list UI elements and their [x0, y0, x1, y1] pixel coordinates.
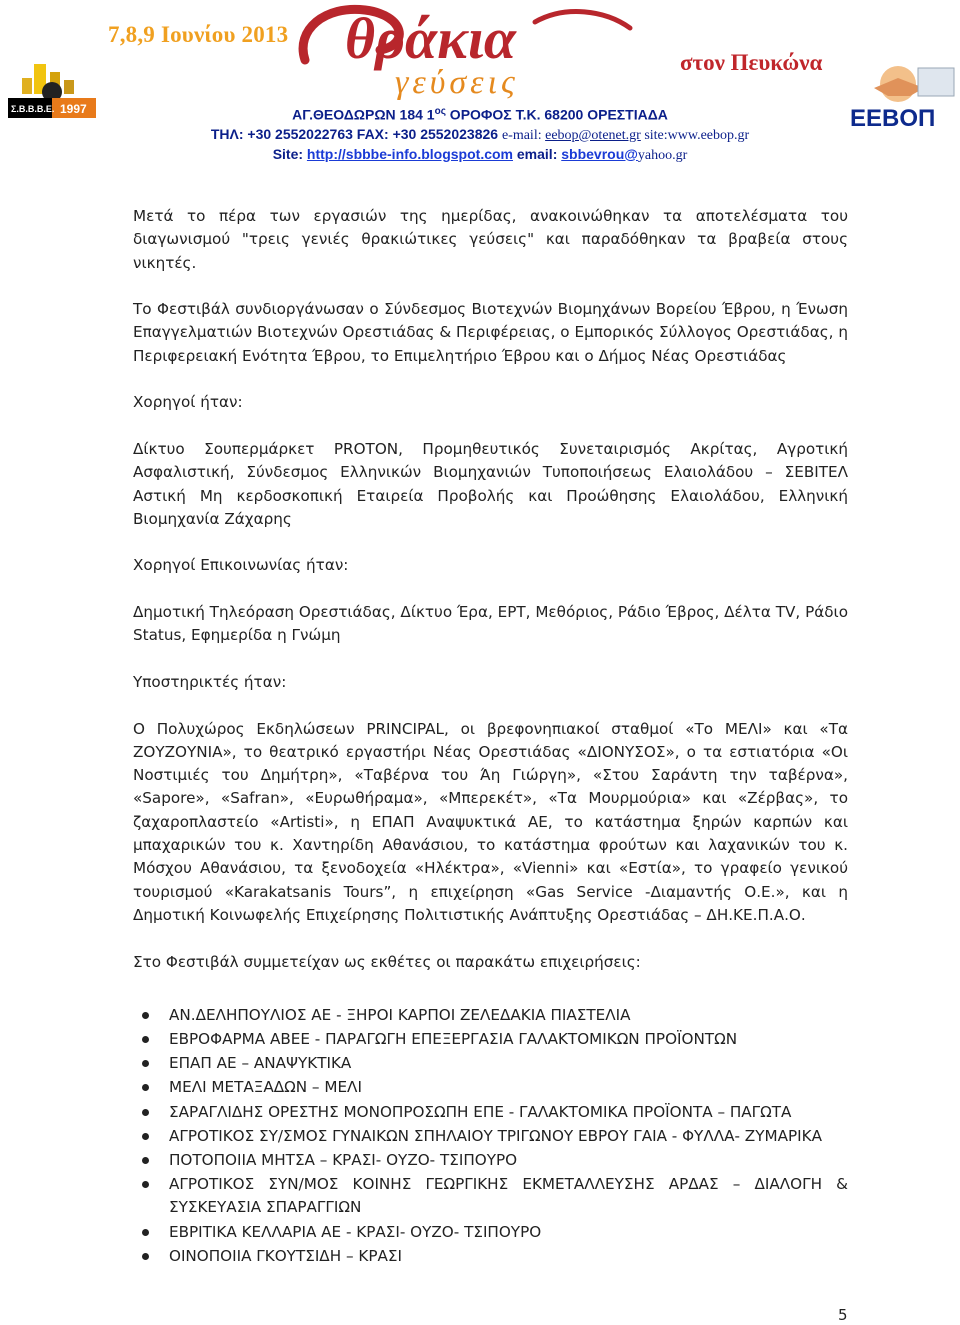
exhibitors-heading: Στο Φεστιβάλ συμμετείχαν ως εκθέτες οι παρακάτω επιχειρήσεις:: [133, 952, 641, 971]
blog-link[interactable]: http://sbbbe-info.blogspot.com: [306, 145, 513, 162]
sbbbe-label: Σ.Β.Β.Β.Ε.: [11, 104, 55, 114]
list-item: ΕΠΑΠ ΑΕ – ΑΝΑΨΥΚΤΙΚΑ: [133, 1052, 848, 1075]
site2-label: Site:: [272, 145, 307, 162]
blog-line: [150, 145, 810, 165]
exhibitors-list: [133, 1004, 848, 1268]
phone-fax: ΤΗΛ: +30 2552022763 FAX: +30 2552023826: [210, 125, 502, 142]
phone-line: [150, 125, 810, 145]
logo-wordmark: θράκια: [345, 6, 516, 71]
sponsors-heading: Χορηγοί ήταν:: [133, 393, 243, 412]
email2-label: email:: [513, 145, 562, 162]
media-sponsors-paragraph: Δημοτική Τηλεόραση Ορεστιάδας, Δίκτυο Έρα, ΕΡΤ, Μεθόριος, Ράδιο Έβρος, Δέλτα TV, Ράδιο Status, Εφημερίδα η Γνώμη: [133, 603, 848, 645]
list-item: ΣΑΡΑΓΛΙΔΗΣ ΟΡΕΣΤΗΣ ΜΟΝΟΠΡΟΣΩΠΗ ΕΠΕ - ΓΑΛΑΚΤΟΜΙΚΑ ΠΡΟΪΟΝΤΑ – ΠΑΓΩΤΑ: [133, 1101, 848, 1124]
logo-subtitle: γεύσεις: [395, 64, 519, 100]
list-item: ΜΕΛΙ ΜΕΤΑΞΑΔΩΝ – ΜΕΛΙ: [133, 1076, 848, 1099]
list-item: ΠΟΤΟΠΟΙΙΑ ΜΗΤΣΑ – ΚΡΑΣΙ- ΟΥΖΟ- ΤΣΙΠΟΥΡΟ: [133, 1149, 848, 1172]
address-rest: ΟΡΟΦΟΣ Τ.Κ. 68200 ΟΡΕΣΤΙΑΔΑ: [445, 106, 668, 123]
list-item: ΑΓΡΟΤΙΚΟΣ ΣΥ/ΣΜΟΣ ΓΥΝΑΙΚΩΝ ΣΠΗΛΑΙΟΥ ΤΡΙΓΩΝΟΥ ΕΒΡΟΥ ΓΑΙΑ - ΦΥΛΛΑ- ΖΥΜΑΡΙΚΑ: [133, 1125, 848, 1148]
media-sponsors-heading: Χορηγοί Επικοινωνίας ήταν:: [133, 556, 349, 575]
email2-link[interactable]: sbbevrou@: [561, 145, 638, 162]
list-item: ΕΒΡΟΦΑΡΜΑ ΑΒΕΕ - ΠΑΡΑΓΩΓΗ ΕΠΕΞΕΡΓΑΣΙΑ ΓΑΛΑΚΤΟΜΙΚΩΝ ΠΡΟΪΟΝΤΩΝ: [133, 1028, 848, 1051]
document-body: [133, 205, 848, 1269]
list-item: ΑΓΡΟΤΙΚΟΣ ΣΥΝ/ΜΟΣ ΚΟΙΝΗΣ ΓΕΩΡΓΙΚΗΣ ΕΚΜΕΤΑΛΛΕΥΣΗΣ ΑΡΔΑΣ – ΔΙΑΛΟΓΗ & ΣΥΣΚΕΥΑΣΙΑ ΣΠΑΡΑΓΓΙΩΝ: [133, 1173, 848, 1220]
results-paragraph: Μετά το πέρα των εργασιών της ημερίδας, ανακοινώθηκαν τα αποτελέσματα του διαγωνισμού "τρεις γενιές θρακιώτικες γεύσεις" και παραδόθηκαν τα βραβεία στους νικητές.: [133, 207, 848, 272]
festival-dates: 7,8,9 Ιουνίου 2013: [108, 22, 289, 47]
address-sup: ος: [434, 106, 446, 117]
contact-block: [150, 102, 810, 165]
address-line: [150, 102, 810, 125]
email-label: e-mail:: [501, 127, 546, 143]
sbbbe-logo: [8, 62, 96, 124]
supporters-heading: Υποστηρικτές ήταν:: [133, 672, 287, 691]
site-label: site:www.eebop.gr: [640, 127, 750, 143]
list-item: ΑΝ.ΔΕΛΗΠΟΥΛΙΟΣ ΑΕ - ΞΗΡΟΙ ΚΑΡΠΟΙ ΖΕΛΕΔΑΚΙΑ ΠΙΑΣΤΕΛΙΑ: [133, 1004, 848, 1027]
eebop-logo: [848, 62, 958, 132]
page-number: 5: [838, 1306, 848, 1324]
eebop-label: ΕΕΒΟΠ: [850, 105, 936, 132]
sponsors-paragraph: Δίκτυο Σουπερμάρκετ PROTON, Προμηθευτικός Συνεταιρισμός Ακρίτας, Αγροτική Ασφαλιστική, Σύνδεσμος Ελληνικών Βιομηχανιών Τυποποιήσεως Ελαιολάδου – ΣΕΒΙΤΕΛ Αστική Μη κερδοσκοπική Εταιρεία Προβολής και Προώθησης Ελαιολάδου, Ελληνική Βιομηχανία Ζάχαρης: [133, 439, 848, 528]
festival-venue: στον Πευκώνα: [680, 50, 823, 75]
sbbbe-year: 1997: [60, 102, 87, 116]
festival-logo: [285, 0, 685, 100]
list-item: ΟΙΝΟΠΟΙΙΑ ΓΚΟΥΤΣΙΔΗ – ΚΡΑΣΙ: [133, 1245, 848, 1268]
letterhead: [0, 0, 960, 170]
supporters-paragraph: Ο Πολυχώρος Εκδηλώσεων PRINCIPAL, οι βρεφονηπιακοί σταθμοί «Το ΜΕΛΙ» και «Τα ΖΟΥΖΟΥΝΙΑ», το θεατρικό εργαστήρι Νέας Ορεστιάδας «ΔΙΟΝΥΣΟΣ», ο τα εστιατόρια «Οι Νοστιμιές του Δημήτρη», «Ταβέρνα του Άη Γιώργη», «Στου Σαράντη την ταβέρνα», «Sapore», «Safran», «Ευρωθήραμα», «Μπερεκέτ», «Τα Μουρμούρια» και «Ζέρβας», το ζαχαροπλαστείο «Artisti», η ΕΠΑΠ Αναψυκτικά ΑΕ, το κατάστημα ξηρών καρπών και μπαχαρικών του κ. Χαντηρίδη Αθανάσιου, το κατάστημα φρούτων και λαχανικών του κ. Μόσχου Αθανάσιου, τα ξενοδοχεία «Ηλέκτρα», «Vienni» και «Εστία», το γραφείο γενικού τουρισμού «Karakatsanis Tours”, η επιχείρηση «Gas Service -Διαμαντής Ο.Ε.», και η Δημοτική Κοινωφελής Επιχείρησης Πολιτιστικής Ανάπτυξης Ορεστιάδας – ΔΗ.ΚΕ.Π.Α.Ο.: [133, 719, 848, 924]
organizers-paragraph: Το Φεστιβάλ συνδιοργάνωσαν ο Σύνδεσμος Βιοτεχνών Βιομηχάνων Βορείου Έβρου, η Ένωση Επαγγελματιών Βιοτεχνών Ορεστιάδας & Περιφέρειας, ο Εμπορικός Σύλλογος Ορεστιάδας, η Περιφερειακή Ενότητα Έβρου, το Επιμελητήριο Έβρου και ο Δήμος Νέας Ορεστιάδας: [133, 300, 848, 365]
email2-domain: yahoo.gr: [637, 147, 688, 163]
email-link[interactable]: eebop@otenet.gr: [545, 127, 641, 143]
list-item: ΕΒΡΙΤΙΚΑ ΚΕΛΛΑΡΙΑ ΑΕ - ΚΡΑΣΙ- ΟΥΖΟ- ΤΣΙΠΟΥΡΟ: [133, 1221, 848, 1244]
address-text: ΑΓ.ΘΕΟΔΩΡΩΝ 184 1: [292, 106, 435, 123]
